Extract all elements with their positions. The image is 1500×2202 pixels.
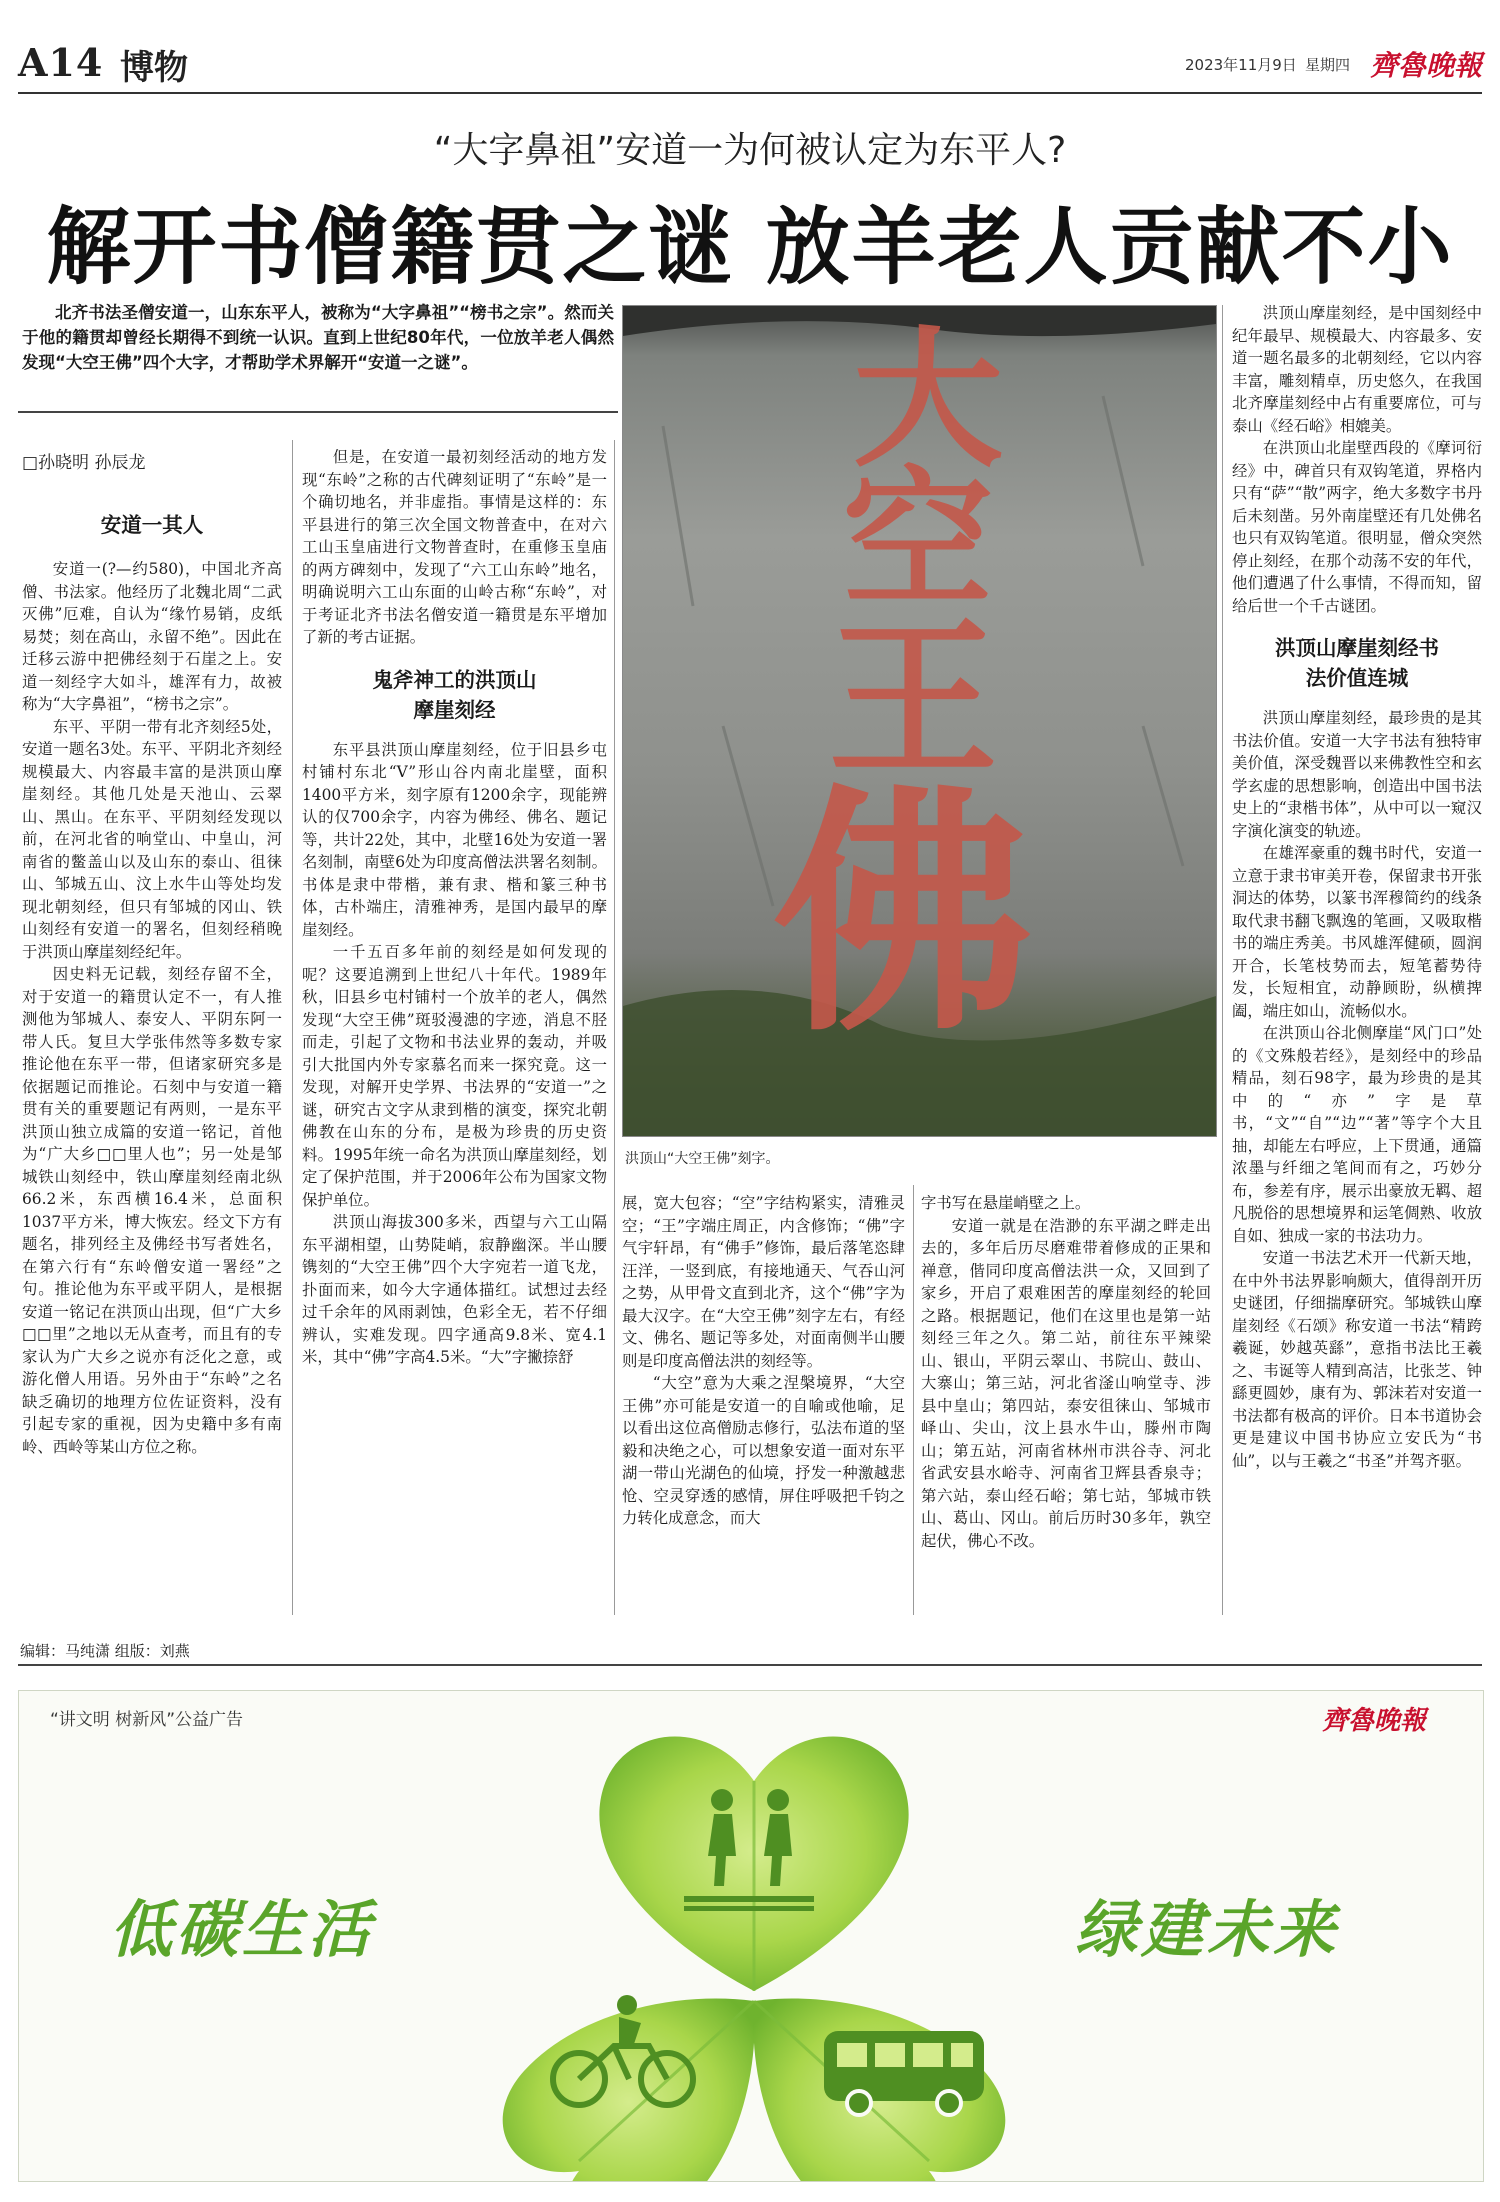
carved-char: 王	[828, 602, 999, 800]
column-1	[22, 510, 282, 1458]
column-divider	[292, 440, 293, 1615]
page-number: A14	[18, 40, 104, 85]
header-divider	[18, 92, 1482, 94]
col2-heading: 鬼斧神工的洪顶山摩崖刻经	[372, 667, 537, 722]
section-name: 博物	[120, 48, 188, 88]
carved-char: 空	[843, 454, 994, 628]
col5-paragraph: 在雄浑豪重的魏书时代，安道一立意于隶书审美开卷，保留隶书开张洞达的体势，以篆书浑穆简约的线条取代隶书翻飞飘逸的笔画，又吸取楷书的端庄秀美。书风雄浑健硕，圆润开合，长笔枝势而去，短笔蓄势待发，长短相宜，动静顾盼，纵横捭阖，端庄如山，流畅似水。	[1232, 844, 1482, 1020]
col2-paragraph: 但是，在安道一最初刻经活动的地方发现“东岭”之称的古代碑刻证明了“东岭”是一个确切地名，并非虚指。事情是这样的：东平县进行的第三次全国文物普查中，在对六工山玉皇庙进行文物普查时，在重修玉皇庙的两方碑刻中，发现了“六工山东岭”地名，明确说明六工山东面的山岭古称“东岭”，对于考证北齐书法名僧安道一籍贯是东平增加了新的考古证据。	[302, 448, 607, 646]
column-4	[921, 1192, 1211, 1552]
bus-icon	[819, 2021, 989, 2121]
col5-paragraph: 在洪顶山谷北侧摩崖“风门口”处的《文殊般若经》，是刻经中的珍品精品，刻石98字，最为珍贵的是其中的“亦”字是草书，“文”“自”“边”“著”等字个大且抽，却能左右呼应，上下贯通，通篇浓墨与纤细之笔间而有之，巧妙分布，参差有序，展示出豪放无羁、超凡脱俗的思想境界和运笔倜熟、收放自如、独成一家的书法功力。	[1232, 1024, 1482, 1245]
col3-paragraph: 展，宽大包容；“空”字结构紧实，清雅灵空；“王”字端庄周正，内含修饰；“佛”字气宇轩昂，有“佛手”修饰，最后落笔恣肆汪洋，一竖到底，有接地通天、气吞山河之势，从甲骨文直到北齐，这个“佛”字为最大汉字。在“大空王佛”刻字左右，有经文、佛名、题记等多处，对面南侧半山腰则是印度高僧法洪的刻经等。	[622, 1194, 905, 1370]
column-divider	[913, 1185, 914, 1615]
photo-caption: 洪顶山“大空王佛”刻字。	[625, 1151, 780, 1167]
carved-char: 大	[853, 314, 1004, 488]
ad-label: “讲文明 树新风”公益广告	[50, 1710, 244, 1730]
walking-people-icon	[674, 1786, 824, 1916]
ad-newspaper-logo: 齊魯晚報	[1322, 1706, 1427, 1736]
slogan-right: 绿建未来	[1075, 1893, 1340, 1966]
newspaper-logo: 齊魯晚報	[1370, 49, 1483, 82]
column-divider	[1222, 305, 1223, 1615]
col2-paragraph: 东平县洪顶山摩崖刻经，位于旧县乡屯村铺村东北“V”形山谷内南北崖壁，面积1400平方米，刻字原有1200余字，现能辨认的仅700余字，内容为佛经、佛名、题记等，共计22处，其中，北壁16处为安道一署名刻制，南壁6处为印度高僧法洪署名刻制。书体是隶中带楷，兼有隶、楷和篆三种书体，古朴端庄，清雅神秀，是国内最早的摩崖刻经。	[302, 740, 607, 939]
slogan-left: 低碳生活	[110, 1893, 375, 1966]
col1-paragraph: 安道一(?—约580)，中国北齐高僧、书法家。他经历了北魏北周“二武灭佛”厄难，自认为“缘竹易销，皮纸易焚；刻在高山，永留不绝”。因此在迁移云游中把佛经刻于石崖之上。安道一刻经字大如斗，雄浑有力，故被称为“大字鼻祖”，“榜书之宗”。	[22, 560, 282, 713]
col5-paragraph: 洪顶山摩崖刻经，最珍贵的是其书法价值。安道一大字书法有独特审美价值，深受魏晋以来佛教性空和玄学玄虚的思想影响，创造出中国书法史上的“隶楷书体”，从中可以一窥汉字演化演变的轨迹。	[1232, 709, 1482, 840]
col5-paragraph: 洪顶山摩崖刻经，是中国刻经中纪年最早、规模最大、内容最多、安道一题名最多的北朝刻经，它以内容丰富，雕刻精卓，历史悠久，在我国北齐摩崖刻经中占有重要席位，可与泰山《经石峪》相媲美。	[1232, 304, 1482, 435]
cyclist-icon	[549, 1991, 699, 2111]
column-3	[622, 1192, 905, 1530]
carved-char: 佛	[773, 765, 1033, 1067]
column-divider	[614, 1185, 615, 1615]
col1-paragraph: 东平、平阴一带有北齐刻经5处，安道一题名3处。东平、平阴北齐刻经规模最大、内容最丰富的是洪顶山摩崖刻经。其他几处是天池山、云翠山、黑山。在东平、平阴刻经发现以前，在河北省的响堂山、中皇山，河南省的鳖盖山以及山东的泰山、徂徕山、邹城五山、汶上水牛山等处均发现北朝刻经，但只有邹城的冈山、铁山刻经有安道一的署名，但刻经稍晚于洪顶山摩崖刻经纪年。	[22, 717, 282, 961]
article-headline: 解开书僧籍贯之谜 放羊老人贡献不小	[46, 198, 1454, 296]
col1-heading: 安道一其人	[100, 513, 204, 537]
col2-paragraph: 洪顶山海拔300多米，西望与六工山隔东平湖相望，山势陡峭，寂静幽深。半山腰镌刻的“大空王佛”四个大字宛若一道飞龙，扑面而来，如今大字通体描红。试想过去经过千余年的风雨剥蚀，色彩全无，若不仔细辨认，实难发现。四字通高9.8米、宽4.1米，其中“佛”字高4.5米。“大”字撇捺舒	[302, 1213, 607, 1366]
article-kicker: “大字鼻祖”安道一为何被认定为东平人?	[433, 130, 1067, 171]
col1-paragraph: 因史料无记载，刻经存留不全，对于安道一的籍贯认定不一，有人推测他为邹城人、泰安人、平阴东阿一带人氏。复旦大学张伟然等多数专家推论他在东平一带，但诸家研究多是依据题记而推论。石刻中与安道一籍贯有关的重要题记有两则，一是东平洪顶山独立成篇的安道一铭记，首他为“广大乡□□里人也”；另一处是邹城铁山刻经中，铁山摩崖刻经南北纵66.2米，东西横16.4米，总面积1037平方米，博大恢宏。经文下方有题名，排列经主及佛经书写者姓名，在第六行有“东岭僧安道一署经”之句。推论他为东平或平阴人，是根据安道一铭记在洪顶山出现，但“广大乡□□里”之地以无从查考，而且有的专家认为广大乡之说亦有泛化之意，或游化僧人用语。另外由于“东岭”之名缺乏确切的地理方位佐证资料，没有引起专家的重视，因为史籍中多有南岭、西岭等某山方位之称。	[22, 965, 282, 1456]
col4-paragraph: 安道一就是在浩渺的东平湖之畔走出去的，多年后历尽磨难带着修成的正果和禅意，偕同印度高僧法洪一众，又回到了家乡，开启了艰难困苦的摩崖刻经的轮回之路。根据题记，他们在这里也是第一站刻经三年之久。第二站，前往东平辣梁山、银山，平阴云翠山、书院山、鼓山、大寨山；第三站，河北省滏山响堂寺、涉县中皇山；第四站，泰安徂徕山、邹城市峄山、尖山，汶上县水牛山，滕州市陶山；第五站，河南省林州市洪谷寺、河北省武安县水峪寺、河南省卫辉县香泉寺；第六站，泰山经石峪；第七站，邹城市铁山、葛山、冈山。前后历时30多年，孰空起伏，佛心不改。	[921, 1216, 1211, 1550]
article-lead: 北齐书法圣僧安道一，山东东平人，被称为“大字鼻祖”“榜书之宗”。然而关于他的籍贯却曾经长期得不到统一认识。直到上世纪80年代，一位放羊老人偶然发现“大空王佛”四个大字，才帮助学术界解开“安道一之谜”。	[22, 303, 614, 372]
column-2	[302, 446, 607, 1369]
column-5	[1232, 302, 1482, 1472]
editor-credits: 编辑：马纯潇 组版：刘燕	[20, 1642, 190, 1660]
carved-inscription-photo	[622, 305, 1217, 1137]
footer-divider	[18, 1664, 1482, 1666]
article-byline: □孙晓明 孙辰龙	[22, 453, 146, 473]
col4-paragraph: 字书写在悬崖峭壁之上。	[921, 1194, 1091, 1212]
issue-weekday: 星期四	[1305, 56, 1351, 74]
col3-paragraph: “大空”意为大乘之涅槃境界，“大空王佛”亦可能是安道一的自喻或他喻，足以看出这位高僧励志修行，弘法布道的坚毅和决绝之心，可以想象安道一面对东平湖一带山光湖色的仙境，抒发一种激越悲怆、空灵穿透的感情，屏住呼吸把千钧之力转化成意念，而大	[622, 1374, 905, 1527]
col5-paragraph: 在洪顶山北崖壁西段的《摩诃衍经》中，碑首只有双钩笔道，界格内只有“萨”“散”两字，绝大多数字书丹后未刻凿。另外南崖壁还有几处佛名也只有双钩笔道。很明显，僧众突然停止刻经，在那个动荡不安的年代，他们遭遇了什么事情，不得而知，留给后世一个千古谜团。	[1232, 439, 1482, 615]
col5-paragraph: 安道一书法艺术开一代新天地，在中外书法界影响颇大，值得剖开历史谜团，仔细揣摩研究。邹城铁山摩崖刻经《石颂》称安道一书法“精跨羲诞，妙越英繇”，意指书法比王羲之、韦诞等人精到高洁，比张芝、钟繇更圆妙，康有为、郭沫若对安道一书法都有极高的评价。日本书道协会更是建议中国书协应立安氏为“书仙”，以与王羲之“书圣”并驾齐驱。	[1232, 1249, 1482, 1470]
issue-date: 2023年11月9日	[1185, 56, 1297, 74]
col5-heading: 洪顶山摩崖刻经书法价值连城	[1275, 636, 1439, 690]
col2-paragraph: 一千五百多年前的刻经是如何发现的呢？这要追溯到上世纪八十年代。1989年秋，旧县乡屯村铺村一个放羊的老人，偶然发现“大空王佛”斑驳漫漶的字迹，消息不胫而走，引起了文物和书法业界的轰动，并吸引大批国内外专家慕名而来一探究竟。这一发现，对解开史学界、书法界的“安道一”之谜，研究古文字从隶到楷的演变，探究北朝佛教在山东的分布，是极为珍贵的历史资料。1995年统一命名为洪顶山摩崖刻经，划定了保护范围，并于2006年公布为国家文物保护单位。	[302, 943, 607, 1209]
lead-divider	[18, 411, 618, 413]
